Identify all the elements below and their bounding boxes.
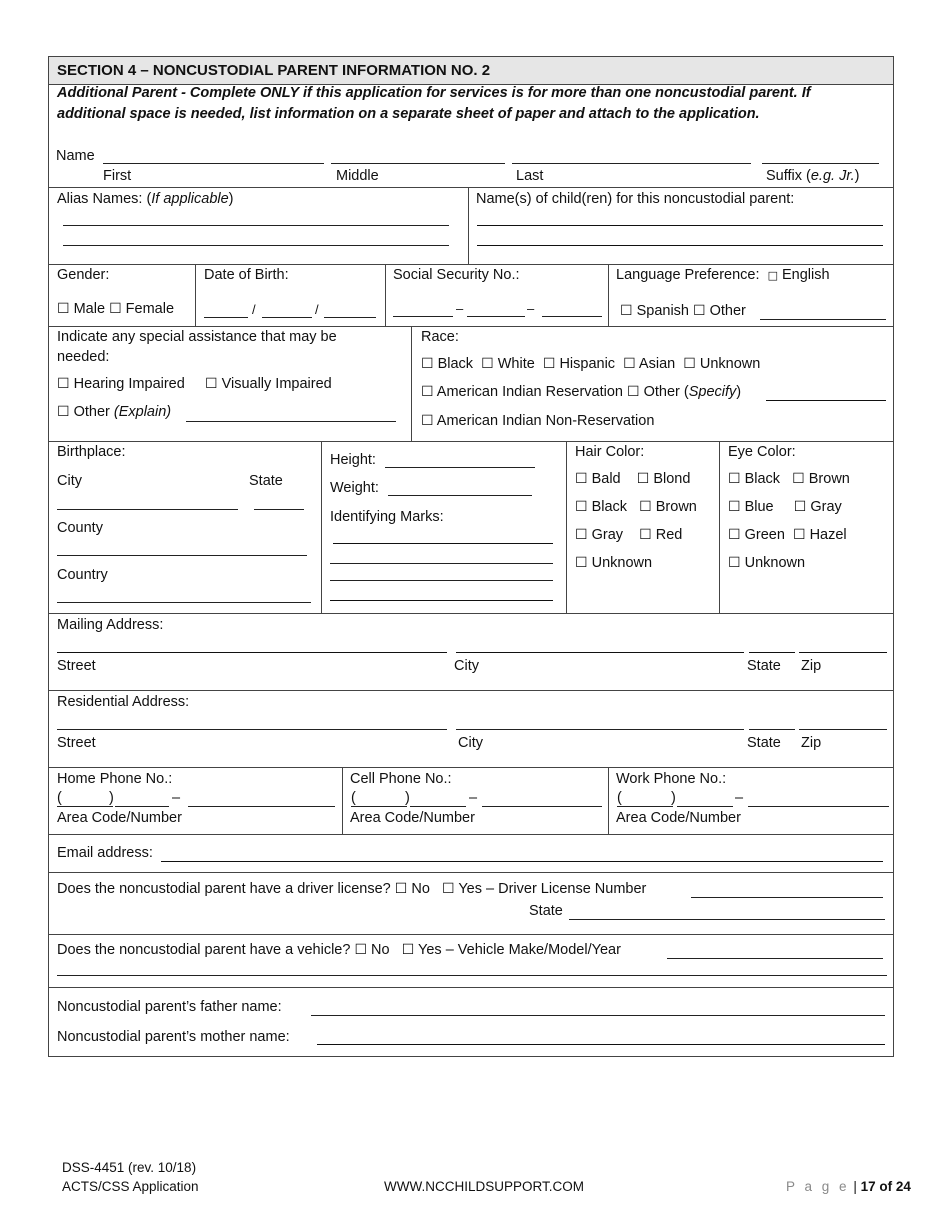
- assistance-other-field[interactable]: [186, 421, 396, 422]
- ssn-part-2[interactable]: [467, 316, 525, 317]
- home-prefix-field[interactable]: [115, 806, 169, 807]
- driver-state-field[interactable]: [569, 919, 885, 920]
- hair-blond-checkbox[interactable]: ☐: [636, 471, 650, 487]
- home-area-caption: Area Code/Number: [57, 810, 182, 826]
- race-label: Race:: [421, 329, 459, 345]
- hair-row-2: ☐ Black ☐ Brown: [575, 499, 697, 515]
- vehicle-field-1[interactable]: [667, 958, 883, 959]
- demographics-row: Gender: ☐ Male ☐ Female Date of Birth: / / Social Security No.: – – Language Preference: □ English ☐ Spanish ☐ Other: [49, 264, 893, 326]
- page-indicator: P a g e | 17 of 24: [786, 1179, 911, 1194]
- cell-area-code-field[interactable]: [351, 806, 407, 807]
- alias-label: Alias Names: (If applicable): [57, 191, 234, 207]
- language-options: ☐ Spanish ☐ Other: [620, 303, 746, 319]
- hair-black-checkbox[interactable]: ☐: [575, 499, 588, 515]
- page-word: P a g e: [786, 1179, 850, 1194]
- name-row: [49, 84, 893, 187]
- mother-label: Noncustodial parent’s mother name:: [57, 1029, 290, 1045]
- hair-row-1: ☐ Bald ☐ Blond: [575, 471, 691, 487]
- form-name: ACTS/CSS Application: [62, 1179, 199, 1194]
- dob-label: Date of Birth:: [204, 267, 289, 283]
- mailing-zip-caption: Zip: [801, 658, 822, 674]
- height-field[interactable]: [385, 467, 535, 468]
- birthplace-city-label: City: [57, 473, 82, 489]
- parents-names-row: [49, 987, 893, 1056]
- cell-number-field[interactable]: [482, 806, 602, 807]
- mailing-state-caption: State: [747, 658, 781, 674]
- driver-yes-checkbox[interactable]: ☐: [441, 881, 455, 897]
- dob-day-field[interactable]: [262, 317, 312, 318]
- middle-name-field[interactable]: [331, 163, 505, 164]
- residential-zip-caption: Zip: [801, 735, 822, 751]
- section-4-form: [48, 56, 894, 1057]
- note-line-2: additional space is needed, list information on a separate sheet of paper and attach to the application.: [57, 106, 760, 122]
- marks-field-4[interactable]: [330, 600, 553, 601]
- marks-field-2[interactable]: [330, 563, 553, 564]
- driver-no-checkbox[interactable]: ☐: [394, 881, 408, 897]
- eye-row-3: ☐ Green ☐ Hazel: [728, 527, 847, 543]
- phones-row: Home Phone No.: ( ) – Area Code/Number Cell Phone No.: ( ) – Area Code/Number Work Phone No.: ( ) – Area Code/Number: [49, 767, 893, 834]
- section-title: SECTION 4 – NONCUSTODIAL PARENT INFORMATION NO. 2: [49, 57, 893, 84]
- ssn-label: Social Security No.:: [393, 267, 520, 283]
- race-asian-checkbox[interactable]: ☐: [623, 356, 636, 372]
- weight-label: Weight:: [330, 480, 379, 496]
- eye-blue-checkbox[interactable]: ☐: [728, 499, 741, 515]
- race-white-checkbox[interactable]: ☐: [481, 356, 494, 372]
- father-label: Noncustodial parent’s father name:: [57, 999, 282, 1015]
- hair-label: Hair Color:: [575, 444, 645, 460]
- mailing-zip-field[interactable]: [799, 652, 887, 653]
- alias-row: [49, 187, 893, 264]
- female-checkbox[interactable]: ☐: [109, 301, 122, 317]
- vehicle-no-checkbox[interactable]: ☐: [354, 942, 368, 958]
- assistance-other-checkbox[interactable]: ☐: [57, 404, 70, 420]
- race-unknown-checkbox[interactable]: ☐: [683, 356, 696, 372]
- name-label: Name: [56, 148, 95, 164]
- residential-city-caption: City: [458, 735, 483, 751]
- gender-options: ☐ Male ☐ Female: [57, 301, 175, 317]
- eye-green-checkbox[interactable]: ☐: [728, 527, 741, 543]
- dob-month-field[interactable]: [204, 317, 248, 318]
- first-name-field[interactable]: [103, 163, 324, 164]
- assistance-label-2: needed:: [57, 349, 110, 365]
- hair-row-4: ☐ Unknown: [575, 555, 653, 571]
- alias-field-1[interactable]: [63, 225, 449, 226]
- eye-row-2: ☐ Blue ☐ Gray: [728, 499, 842, 515]
- last-caption: Last: [516, 168, 544, 184]
- assistance-label-1: Indicate any special assistance that may be: [57, 329, 337, 345]
- driver-state-label: State: [529, 903, 563, 919]
- male-checkbox[interactable]: ☐: [57, 301, 70, 317]
- form-id: DSS-4451 (rev. 10/18): [62, 1160, 197, 1175]
- birthplace-state-label: State: [249, 473, 283, 489]
- mailing-street-field[interactable]: [57, 652, 447, 653]
- eye-brown-checkbox[interactable]: ☐: [792, 471, 805, 487]
- mailing-state-field[interactable]: [749, 652, 795, 653]
- vehicle-yes-checkbox[interactable]: ☐: [401, 942, 415, 958]
- assistance-race-row: [49, 326, 893, 441]
- residential-city-field[interactable]: [456, 729, 744, 730]
- birthplace-county-field[interactable]: [57, 555, 307, 556]
- eye-hazel-checkbox[interactable]: ☐: [792, 527, 806, 543]
- race-options-2: ☐ American Indian Reservation ☐ Other (Specify): [421, 384, 742, 400]
- eye-black-checkbox[interactable]: ☐: [728, 471, 741, 487]
- suffix-caption: Suffix (e.g. Jr.): [766, 168, 860, 184]
- birthplace-label: Birthplace:: [57, 444, 126, 460]
- email-label: Email address:: [57, 845, 153, 861]
- vehicle-row: [49, 934, 893, 987]
- marks-label: Identifying Marks:: [330, 509, 444, 525]
- work-area-caption: Area Code/Number: [616, 810, 741, 826]
- hair-red-checkbox[interactable]: ☐: [639, 527, 652, 543]
- work-prefix-field[interactable]: [677, 806, 733, 807]
- mailing-city-field[interactable]: [456, 652, 744, 653]
- english-checkbox[interactable]: □: [767, 269, 778, 282]
- hearing-checkbox[interactable]: ☐: [57, 376, 70, 392]
- birthplace-city-field[interactable]: [57, 509, 238, 510]
- hair-gray-checkbox[interactable]: ☐: [575, 527, 588, 543]
- language-label: Language Preference: □ English: [616, 267, 830, 283]
- email-field[interactable]: [161, 861, 883, 862]
- birthplace-country-field[interactable]: [57, 602, 311, 603]
- home-phone-label: Home Phone No.:: [57, 771, 173, 787]
- cell-phone-label: Cell Phone No.:: [350, 771, 452, 787]
- residential-street-caption: Street: [57, 735, 96, 751]
- note-line-1: Additional Parent - Complete ONLY if this application for services is for more than one noncustodial parent. If: [57, 85, 811, 101]
- other-language-checkbox[interactable]: ☐: [693, 303, 706, 319]
- ssn-part-1[interactable]: [393, 316, 453, 317]
- work-number-field[interactable]: [748, 806, 889, 807]
- eye-row-1: ☐ Black ☐ Brown: [728, 471, 850, 487]
- driver-license-number-field[interactable]: [691, 897, 883, 898]
- hair-brown-checkbox[interactable]: ☐: [639, 499, 652, 515]
- race-other-field[interactable]: [766, 400, 886, 401]
- cell-area-caption: Area Code/Number: [350, 810, 475, 826]
- race-aian-nonres-checkbox[interactable]: ☐: [421, 413, 434, 429]
- website: WWW.NCCHILDSUPPORT.COM: [384, 1179, 585, 1194]
- race-black-checkbox[interactable]: ☐: [421, 356, 434, 372]
- race-aian-res-checkbox[interactable]: ☐: [421, 384, 434, 400]
- children-field-2[interactable]: [477, 245, 883, 246]
- hair-bald-checkbox[interactable]: ☐: [575, 471, 588, 487]
- race-options-1: ☐ Black ☐ White ☐ Hispanic ☐ Asian ☐ Unknown: [421, 356, 761, 372]
- home-area-code-field[interactable]: [57, 806, 113, 807]
- mailing-label: Mailing Address:: [57, 617, 164, 633]
- eye-gray-checkbox[interactable]: ☐: [793, 499, 807, 515]
- work-phone-label: Work Phone No.:: [616, 771, 727, 787]
- first-caption: First: [103, 168, 132, 184]
- vehicle-question: Does the noncustodial parent have a vehicle? ☐ No ☐ Yes – Vehicle Make/Model/Year: [57, 942, 621, 958]
- visual-checkbox[interactable]: ☐: [204, 376, 218, 392]
- dob-year-field[interactable]: [324, 317, 376, 318]
- suffix-field[interactable]: [762, 163, 879, 164]
- other-language-field[interactable]: [760, 319, 886, 320]
- driver-license-row: [49, 872, 893, 934]
- mailing-address-row: [49, 613, 893, 690]
- mother-name-field[interactable]: [317, 1044, 885, 1045]
- eye-unknown-checkbox[interactable]: ☐: [728, 555, 741, 571]
- middle-caption: Middle: [336, 168, 379, 184]
- eye-row-4: ☐ Unknown: [728, 555, 806, 571]
- weight-field[interactable]: [388, 495, 532, 496]
- birthplace-country-label: Country: [57, 567, 108, 583]
- home-number-field[interactable]: [188, 806, 335, 807]
- assistance-options: ☐ Hearing Impaired ☐ Visually Impaired: [57, 376, 332, 392]
- marks-field-3[interactable]: [330, 580, 553, 581]
- eye-label: Eye Color:: [728, 444, 796, 460]
- alias-field-2[interactable]: [63, 245, 449, 246]
- work-area-code-field[interactable]: [617, 806, 673, 807]
- mailing-street-caption: Street: [57, 658, 96, 674]
- birthplace-county-label: County: [57, 520, 103, 536]
- gender-label: Gender:: [57, 267, 110, 283]
- last-name-field[interactable]: [512, 163, 751, 164]
- father-name-field[interactable]: [311, 1015, 885, 1016]
- race-other-checkbox[interactable]: ☐: [627, 384, 640, 400]
- residential-state-field[interactable]: [749, 729, 795, 730]
- residential-zip-field[interactable]: [799, 729, 887, 730]
- cell-prefix-field[interactable]: [410, 806, 466, 807]
- assistance-other: ☐ Other (Explain): [57, 404, 172, 420]
- hair-row-3: ☐ Gray ☐ Red: [575, 527, 683, 543]
- vehicle-field-2[interactable]: [57, 975, 887, 976]
- residential-state-caption: State: [747, 735, 781, 751]
- children-label: Name(s) of child(ren) for this noncustodial parent:: [476, 191, 795, 207]
- hair-unknown-checkbox[interactable]: ☐: [575, 555, 588, 571]
- birthplace-state-field[interactable]: [254, 509, 304, 510]
- race-options-3: ☐ American Indian Non-Reservation: [421, 413, 655, 429]
- marks-field-1[interactable]: [333, 543, 553, 544]
- physical-row: [49, 441, 893, 613]
- driver-question: Does the noncustodial parent have a driver license? ☐ No ☐ Yes – Driver License Number: [57, 881, 647, 897]
- height-label: Height:: [330, 452, 376, 468]
- race-hispanic-checkbox[interactable]: ☐: [542, 356, 556, 372]
- mailing-city-caption: City: [454, 658, 479, 674]
- spanish-checkbox[interactable]: ☐: [620, 303, 633, 319]
- email-row: [49, 834, 893, 872]
- ssn-part-3[interactable]: [542, 316, 602, 317]
- residential-street-field[interactable]: [57, 729, 447, 730]
- page-number: 17 of 24: [860, 1179, 911, 1194]
- residential-label: Residential Address:: [57, 694, 190, 710]
- residential-address-row: [49, 690, 893, 767]
- children-field-1[interactable]: [477, 225, 883, 226]
